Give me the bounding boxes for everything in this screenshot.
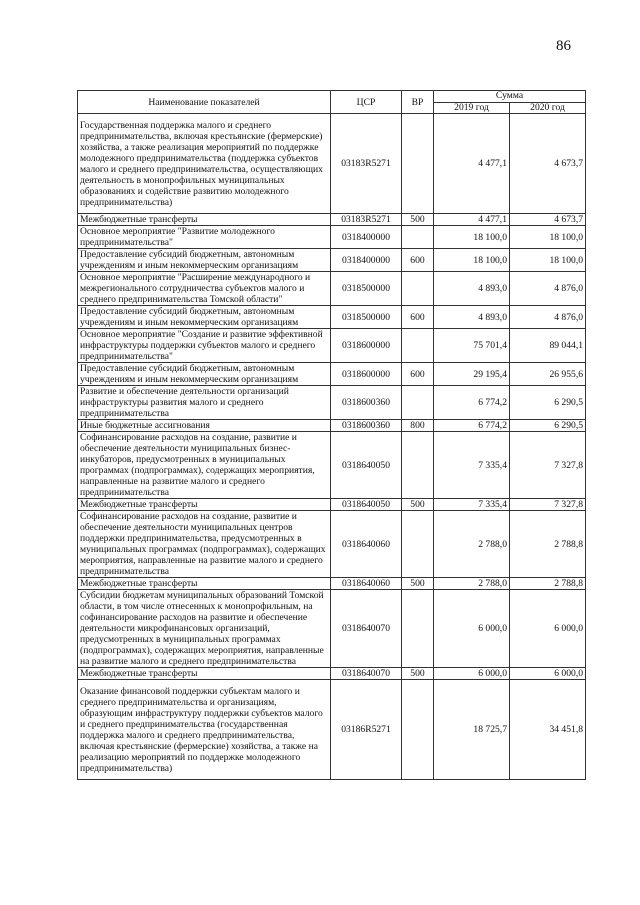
header-year-2020: 2020 год: [510, 102, 586, 114]
budget-table: [77, 90, 586, 780]
row-vr: 500: [402, 578, 434, 590]
row-csr: 0318500000: [331, 306, 402, 329]
row-sum-2020: 89 044,1: [510, 329, 586, 363]
row-vr: 600: [402, 363, 434, 386]
row-sum-2020: 7 327,8: [510, 499, 586, 511]
row-sum-2019: 2 788,0: [434, 578, 510, 590]
row-name: Софинансирование расходов на создание, развитие и обеспечение деятельности муниципальных бизнес-инкубаторов, предусмотренных в муниципальных программах (подпрограммах), содержащих мероприятия, направленные на развитие малого и среднего предпринимательства: [78, 432, 331, 499]
row-csr: 0318500000: [331, 272, 402, 306]
page-number: 86: [556, 38, 571, 54]
row-sum-2019: 6 000,0: [434, 668, 510, 680]
row-vr: 500: [402, 214, 434, 226]
row-sum-2019: 7 335,4: [434, 499, 510, 511]
row-name: Межбюджетные трансферты: [78, 668, 331, 680]
row-csr: 0318600360: [331, 420, 402, 432]
table-row: [78, 680, 586, 780]
row-name: Софинансирование расходов на создание, развитие и обеспечение деятельности муниципальных центров поддержки предпринимательства, предусмотренных в муниципальных программах (подпрограммах), содержащих мероприятия, направленные на развитие малого и среднего предпринимательства: [78, 511, 331, 578]
row-vr: [402, 114, 434, 214]
row-sum-2019: 4 477,1: [434, 114, 510, 214]
row-vr: [402, 590, 434, 668]
row-name: Основное мероприятие "Создание и развитие эффективной инфраструктуры поддержки субъектов малого и среднего предпринимательства": [78, 329, 331, 363]
row-sum-2020: 26 955,6: [510, 363, 586, 386]
row-vr: [402, 226, 434, 249]
row-name: Государственная поддержка малого и среднего предпринимательства, включая крестьянские (фермерские) хозяйства, а также реализация мероприятий по поддержке молодежного предпринимательства (поддержка субъектов малого и среднего предпринимательства, осуществляющих деятельность в монопрофильных муниципальных образованиях и содействие развитию молодежного предпринимательства): [78, 114, 331, 214]
row-sum-2019: 2 788,0: [434, 511, 510, 578]
row-csr: 0318640060: [331, 578, 402, 590]
row-vr: 500: [402, 499, 434, 511]
row-name: Основное мероприятие "Расширение международного и межрегионального сотрудничества субъектов малого и среднего предпринимательства Томской области": [78, 272, 331, 306]
row-sum-2020: 6 290,5: [510, 420, 586, 432]
row-csr: 03183R5271: [331, 114, 402, 214]
row-vr: [402, 432, 434, 499]
row-sum-2020: 6 290,5: [510, 386, 586, 420]
header-csr: ЦСР: [331, 91, 402, 114]
row-name: Развитие и обеспечение деятельности организаций инфраструктуры развития малого и среднего предпринимательства: [78, 386, 331, 420]
row-sum-2019: 6 774,2: [434, 386, 510, 420]
table-row: [78, 511, 586, 578]
row-name: Межбюджетные трансферты: [78, 578, 331, 590]
row-vr: 500: [402, 668, 434, 680]
row-sum-2019: 7 335,4: [434, 432, 510, 499]
row-sum-2020: 34 451,8: [510, 680, 586, 780]
row-vr: [402, 329, 434, 363]
row-sum-2019: 4 893,0: [434, 272, 510, 306]
row-csr: 0318640070: [331, 668, 402, 680]
header-name: Наименование показателей: [78, 91, 331, 114]
row-name: Иные бюджетные ассигнования: [78, 420, 331, 432]
row-sum-2019: 18 100,0: [434, 226, 510, 249]
row-sum-2020: 2 788,8: [510, 511, 586, 578]
table-row: [78, 432, 586, 499]
row-vr: [402, 680, 434, 780]
row-sum-2019: 4 477,1: [434, 214, 510, 226]
table-row: [78, 668, 586, 680]
table-body: [78, 114, 586, 780]
row-vr: [402, 272, 434, 306]
row-sum-2019: 18 725,7: [434, 680, 510, 780]
row-sum-2019: 4 893,0: [434, 306, 510, 329]
row-csr: 03186R5271: [331, 680, 402, 780]
row-sum-2019: 29 195,4: [434, 363, 510, 386]
row-vr: 800: [402, 420, 434, 432]
table-row: [78, 590, 586, 668]
row-sum-2020: 4 673,7: [510, 114, 586, 214]
row-csr: 0318640050: [331, 499, 402, 511]
row-name: Предоставление субсидий бюджетным, автономным учреждениям и иным некоммерческим организациям: [78, 249, 331, 272]
header-sum: Сумма: [434, 91, 586, 103]
row-sum-2020: 4 673,7: [510, 214, 586, 226]
row-sum-2019: 6 774,2: [434, 420, 510, 432]
table-row: [78, 249, 586, 272]
row-sum-2020: 4 876,0: [510, 306, 586, 329]
row-csr: 0318600360: [331, 386, 402, 420]
row-name: Межбюджетные трансферты: [78, 499, 331, 511]
row-name: Межбюджетные трансферты: [78, 214, 331, 226]
row-sum-2020: 7 327,8: [510, 432, 586, 499]
row-csr: 03183R5271: [331, 214, 402, 226]
table-header: [78, 91, 586, 114]
row-sum-2019: 18 100,0: [434, 249, 510, 272]
row-csr: 0318600000: [331, 329, 402, 363]
table-row: [78, 499, 586, 511]
table-row: [78, 363, 586, 386]
table-row: [78, 214, 586, 226]
row-sum-2020: 18 100,0: [510, 226, 586, 249]
row-name: Оказание финансовой поддержки субъектам малого и среднего предпринимательства и организациям, образующим инфраструктуру поддержки субъектов малого и среднего предпринимательства (государственная поддержка малого и среднего предпринимательства, включая крестьянские (фермерские) хозяйства, а также на реализацию мероприятий по поддержке молодежного предпринимательства): [78, 680, 331, 780]
row-vr: 600: [402, 249, 434, 272]
table-row: [78, 386, 586, 420]
table-row: [78, 272, 586, 306]
row-csr: 0318600000: [331, 363, 402, 386]
row-sum-2019: 75 701,4: [434, 329, 510, 363]
table-row: [78, 329, 586, 363]
header-vr: ВР: [402, 91, 434, 114]
row-name: Субсидии бюджетам муниципальных образований Томской области, в том числе отнесенных к монопрофильным, на софинансирование расходов на развитие и обеспечение деятельности микрофинансовых организаций, предусмотренных в муниципальных программах (подпрограммах), содержащих мероприятия, направленные на развитие малого и среднего предпринимательства: [78, 590, 331, 668]
row-csr: 0318640070: [331, 590, 402, 668]
table-row: [78, 114, 586, 214]
row-vr: [402, 511, 434, 578]
row-sum-2020: 2 788,8: [510, 578, 586, 590]
row-sum-2019: 6 000,0: [434, 590, 510, 668]
table-row: [78, 420, 586, 432]
row-sum-2020: 18 100,0: [510, 249, 586, 272]
row-sum-2020: 4 876,0: [510, 272, 586, 306]
row-csr: 0318640060: [331, 511, 402, 578]
row-vr: [402, 386, 434, 420]
row-sum-2020: 6 000,0: [510, 668, 586, 680]
row-name: Основное мероприятие "Развитие молодежного предпринимательства": [78, 226, 331, 249]
header-year-2019: 2019 год: [434, 102, 510, 114]
row-name: Предоставление субсидий бюджетным, автономным учреждениям и иным некоммерческим организациям: [78, 363, 331, 386]
table-row: [78, 226, 586, 249]
row-vr: 600: [402, 306, 434, 329]
row-name: Предоставление субсидий бюджетным, автономным учреждениям и иным некоммерческим организациям: [78, 306, 331, 329]
row-csr: 0318400000: [331, 226, 402, 249]
table-row: [78, 578, 586, 590]
row-csr: 0318400000: [331, 249, 402, 272]
row-sum-2020: 6 000,0: [510, 590, 586, 668]
row-csr: 0318640050: [331, 432, 402, 499]
table-row: [78, 306, 586, 329]
